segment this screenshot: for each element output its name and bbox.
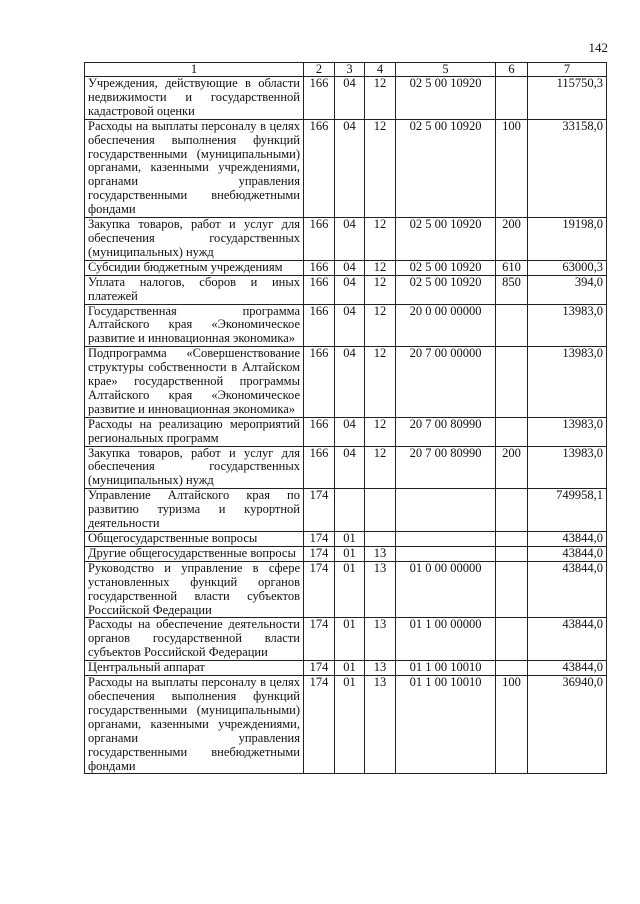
row-name-cell: Расходы на обеспечение деятельности органов государственной власти субъектов Российской Федерации (85, 618, 304, 661)
amount-cell: 13983,0 (528, 304, 607, 347)
expense-type-cell (496, 304, 528, 347)
subsection-cell: 12 (365, 119, 396, 217)
table-row (85, 546, 607, 561)
target-article-cell: 20 0 00 00000 (396, 304, 496, 347)
section-cell: 01 (335, 676, 365, 774)
expense-type-cell (496, 618, 528, 661)
section-cell: 01 (335, 546, 365, 561)
section-cell: 01 (335, 532, 365, 547)
row-name-cell: Субсидии бюджетным учреждениям (85, 260, 304, 275)
amount-cell: 115750,3 (528, 77, 607, 120)
header-cell: 3 (335, 63, 365, 77)
target-article-cell: 02 5 00 10920 (396, 218, 496, 261)
section-cell: 04 (335, 446, 365, 489)
expense-type-cell: 850 (496, 275, 528, 304)
section-cell: 04 (335, 119, 365, 217)
expense-type-cell (496, 77, 528, 120)
row-name-cell: Подпрограмма «Совершенствование структуры собственности в Алтайском крае» государственной программы Алтайского края «Экономическое развитие и инновационная экономика» (85, 347, 304, 418)
row-name-cell: Расходы на выплаты персоналу в целях обеспечения выполнения функций государственными (муниципальными) органами, казенными учреждениями, органами управления государственными внебюджетными фондами (85, 119, 304, 217)
section-cell (335, 489, 365, 532)
table-row (85, 489, 607, 532)
target-article-cell: 20 7 00 00000 (396, 347, 496, 418)
header-cell: 4 (365, 63, 396, 77)
expense-type-cell: 100 (496, 676, 528, 774)
row-name-cell: Расходы на реализацию мероприятий региональных программ (85, 417, 304, 446)
section-cell: 04 (335, 417, 365, 446)
amount-cell: 13983,0 (528, 417, 607, 446)
table-row (85, 218, 607, 261)
amount-cell: 13983,0 (528, 446, 607, 489)
section-cell: 04 (335, 218, 365, 261)
amount-cell: 19198,0 (528, 218, 607, 261)
table-row (85, 275, 607, 304)
table-row (85, 347, 607, 418)
row-name-cell: Общегосударственные вопросы (85, 532, 304, 547)
subsection-cell: 12 (365, 446, 396, 489)
expense-type-cell (496, 546, 528, 561)
subsection-cell: 12 (365, 218, 396, 261)
section-cell: 04 (335, 260, 365, 275)
expense-type-cell (496, 561, 528, 618)
subsection-cell: 13 (365, 661, 396, 676)
row-name-cell: Центральный аппарат (85, 661, 304, 676)
section-cell: 01 (335, 618, 365, 661)
expense-type-cell (496, 489, 528, 532)
target-article-cell: 20 7 00 80990 (396, 446, 496, 489)
expense-type-cell: 100 (496, 119, 528, 217)
amount-cell: 43844,0 (528, 661, 607, 676)
amount-cell: 43844,0 (528, 532, 607, 547)
table-row (85, 446, 607, 489)
admin-code-cell: 174 (304, 561, 335, 618)
admin-code-cell: 166 (304, 260, 335, 275)
amount-cell: 63000,3 (528, 260, 607, 275)
target-article-cell (396, 546, 496, 561)
row-name-cell: Другие общегосударственные вопросы (85, 546, 304, 561)
row-name-cell: Расходы на выплаты персоналу в целях обеспечения выполнения функций государственными (муниципальными) органами, казенными учреждениями, органами управления государственными внебюджетными фондами (85, 676, 304, 774)
table-row (85, 304, 607, 347)
admin-code-cell: 174 (304, 676, 335, 774)
subsection-cell: 12 (365, 417, 396, 446)
expense-type-cell (496, 347, 528, 418)
target-article-cell: 20 7 00 80990 (396, 417, 496, 446)
row-name-cell: Руководство и управление в сфере установленных функций органов государственной власти субъектов Российской Федерации (85, 561, 304, 618)
expense-type-cell: 200 (496, 446, 528, 489)
amount-cell: 749958,1 (528, 489, 607, 532)
target-article-cell: 01 0 00 00000 (396, 561, 496, 618)
target-article-cell (396, 489, 496, 532)
row-name-cell: Закупка товаров, работ и услуг для обеспечения государственных (муниципальных) нужд (85, 446, 304, 489)
section-cell: 04 (335, 347, 365, 418)
subsection-cell (365, 532, 396, 547)
admin-code-cell: 174 (304, 546, 335, 561)
header-cell: 6 (496, 63, 528, 77)
header-cell: 1 (85, 63, 304, 77)
subsection-cell: 12 (365, 275, 396, 304)
admin-code-cell: 166 (304, 417, 335, 446)
table-row (85, 417, 607, 446)
table-row (85, 77, 607, 120)
admin-code-cell: 174 (304, 661, 335, 676)
section-cell: 04 (335, 77, 365, 120)
admin-code-cell: 174 (304, 618, 335, 661)
table-row (85, 260, 607, 275)
subsection-cell: 12 (365, 347, 396, 418)
admin-code-cell: 174 (304, 489, 335, 532)
table-row (85, 532, 607, 547)
amount-cell: 394,0 (528, 275, 607, 304)
admin-code-cell: 166 (304, 218, 335, 261)
admin-code-cell: 166 (304, 119, 335, 217)
section-cell: 01 (335, 561, 365, 618)
table-row (85, 618, 607, 661)
admin-code-cell: 166 (304, 446, 335, 489)
subsection-cell: 12 (365, 304, 396, 347)
expense-type-cell (496, 661, 528, 676)
section-cell: 04 (335, 275, 365, 304)
budget-table (84, 62, 607, 774)
header-cell: 5 (396, 63, 496, 77)
amount-cell: 13983,0 (528, 347, 607, 418)
section-cell: 04 (335, 304, 365, 347)
subsection-cell (365, 489, 396, 532)
table-row (85, 661, 607, 676)
admin-code-cell: 166 (304, 275, 335, 304)
admin-code-cell: 166 (304, 347, 335, 418)
subsection-cell: 13 (365, 618, 396, 661)
admin-code-cell: 166 (304, 304, 335, 347)
table-row (85, 676, 607, 774)
header-cell: 7 (528, 63, 607, 77)
target-article-cell: 01 1 00 10010 (396, 676, 496, 774)
subsection-cell: 12 (365, 77, 396, 120)
target-article-cell: 01 1 00 10010 (396, 661, 496, 676)
header-cell: 2 (304, 63, 335, 77)
subsection-cell: 13 (365, 676, 396, 774)
row-name-cell: Управление Алтайского края по развитию туризма и курортной деятельности (85, 489, 304, 532)
section-cell: 01 (335, 661, 365, 676)
table-body (85, 77, 607, 774)
row-name-cell: Закупка товаров, работ и услуг для обеспечения государственных (муниципальных) нужд (85, 218, 304, 261)
amount-cell: 36940,0 (528, 676, 607, 774)
admin-code-cell: 174 (304, 532, 335, 547)
page-number: 142 (588, 40, 608, 55)
target-article-cell: 02 5 00 10920 (396, 77, 496, 120)
table-header-row (85, 63, 607, 77)
amount-cell: 33158,0 (528, 119, 607, 217)
expense-type-cell (496, 417, 528, 446)
expense-type-cell (496, 532, 528, 547)
target-article-cell (396, 532, 496, 547)
subsection-cell: 12 (365, 260, 396, 275)
expense-type-cell: 610 (496, 260, 528, 275)
row-name-cell: Уплата налогов, сборов и иных платежей (85, 275, 304, 304)
amount-cell: 43844,0 (528, 546, 607, 561)
amount-cell: 43844,0 (528, 618, 607, 661)
target-article-cell: 02 5 00 10920 (396, 260, 496, 275)
table-row (85, 119, 607, 217)
subsection-cell: 13 (365, 546, 396, 561)
amount-cell: 43844,0 (528, 561, 607, 618)
row-name-cell: Учреждения, действующие в области недвижимости и государственной кадастровой оценки (85, 77, 304, 120)
row-name-cell: Государственная программа Алтайского края «Экономическое развитие и инновационная экономика» (85, 304, 304, 347)
subsection-cell: 13 (365, 561, 396, 618)
target-article-cell: 02 5 00 10920 (396, 275, 496, 304)
table-row (85, 561, 607, 618)
expense-type-cell: 200 (496, 218, 528, 261)
target-article-cell: 01 1 00 00000 (396, 618, 496, 661)
target-article-cell: 02 5 00 10920 (396, 119, 496, 217)
admin-code-cell: 166 (304, 77, 335, 120)
